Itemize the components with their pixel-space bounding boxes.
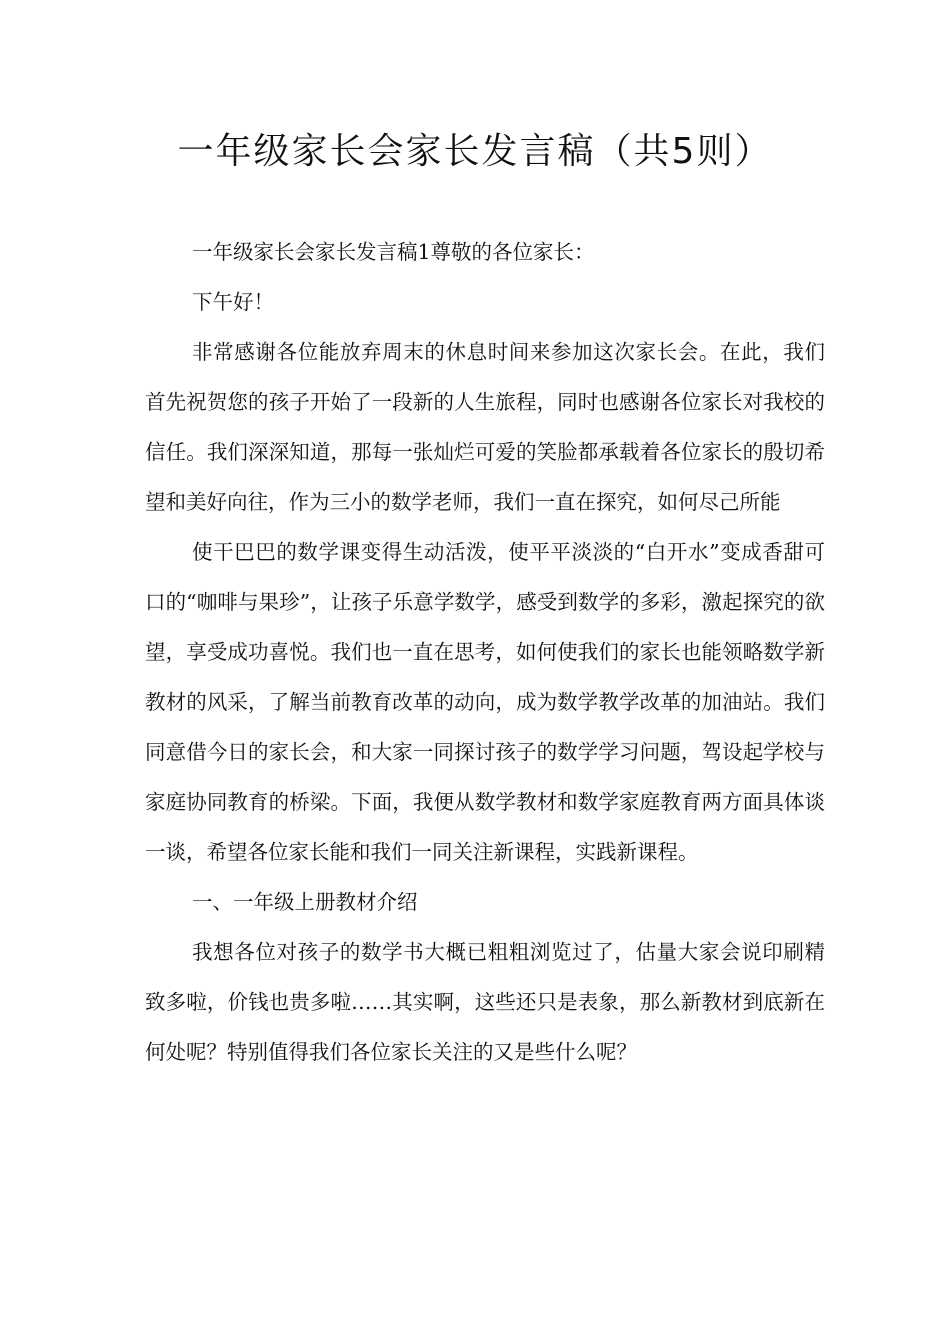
document-title: 一年级家长会家长发言稿（共5则） (177, 131, 773, 172)
greeting-paragraph: 一年级家长会家长发言稿1尊敬的各位家长： (192, 240, 595, 264)
body-paragraph: 我想各位对孩子的数学书大概已粗粗浏览过了，估量大家会说印刷精致多啦，价钱也贵多啦……其实啊，这些还只是表象，那么新教材到底新在何处呢？特别值得我们各位家长关注的又是些什么呢？ (145, 940, 825, 1064)
section-heading: 一、一年级上册教材介绍 (192, 890, 418, 914)
salutation-paragraph: 下午好！ (192, 290, 274, 314)
body-paragraph: 非常感谢各位能放弃周末的休息时间来参加这次家长会。在此，我们首先祝贺您的孩子开始了一段新的人生旅程，同时也感谢各位家长对我校的信任。我们深深知道，那每一张灿烂可爱的笑脸都承载着各位家长的殷切希望和美好向往，作为三小的数学老师，我们一直在探究，如何尽己所能 (145, 340, 825, 514)
document-body (145, 227, 825, 1077)
body-paragraph: 使干巴巴的数学课变得生动活泼，使平平淡淡的“白开水”变成香甜可口的“咖啡与果珍”，让孩子乐意学数学，感受到数学的多彩，激起探究的欲望，享受成功喜悦。我们也一直在思考，如何使我们的家长也能领略数学新教材的风采，了解当前教育改革的动向，成为数学教学改革的加油站。我们同意借今日的家长会，和大家一同探讨孩子的数学学习问题，驾设起学校与家庭协同教育的桥梁。下面，我便从数学教材和数学家庭教育两方面具体谈一谈，希望各位家长能和我们一同关注新课程，实践新课程。 (145, 540, 825, 864)
